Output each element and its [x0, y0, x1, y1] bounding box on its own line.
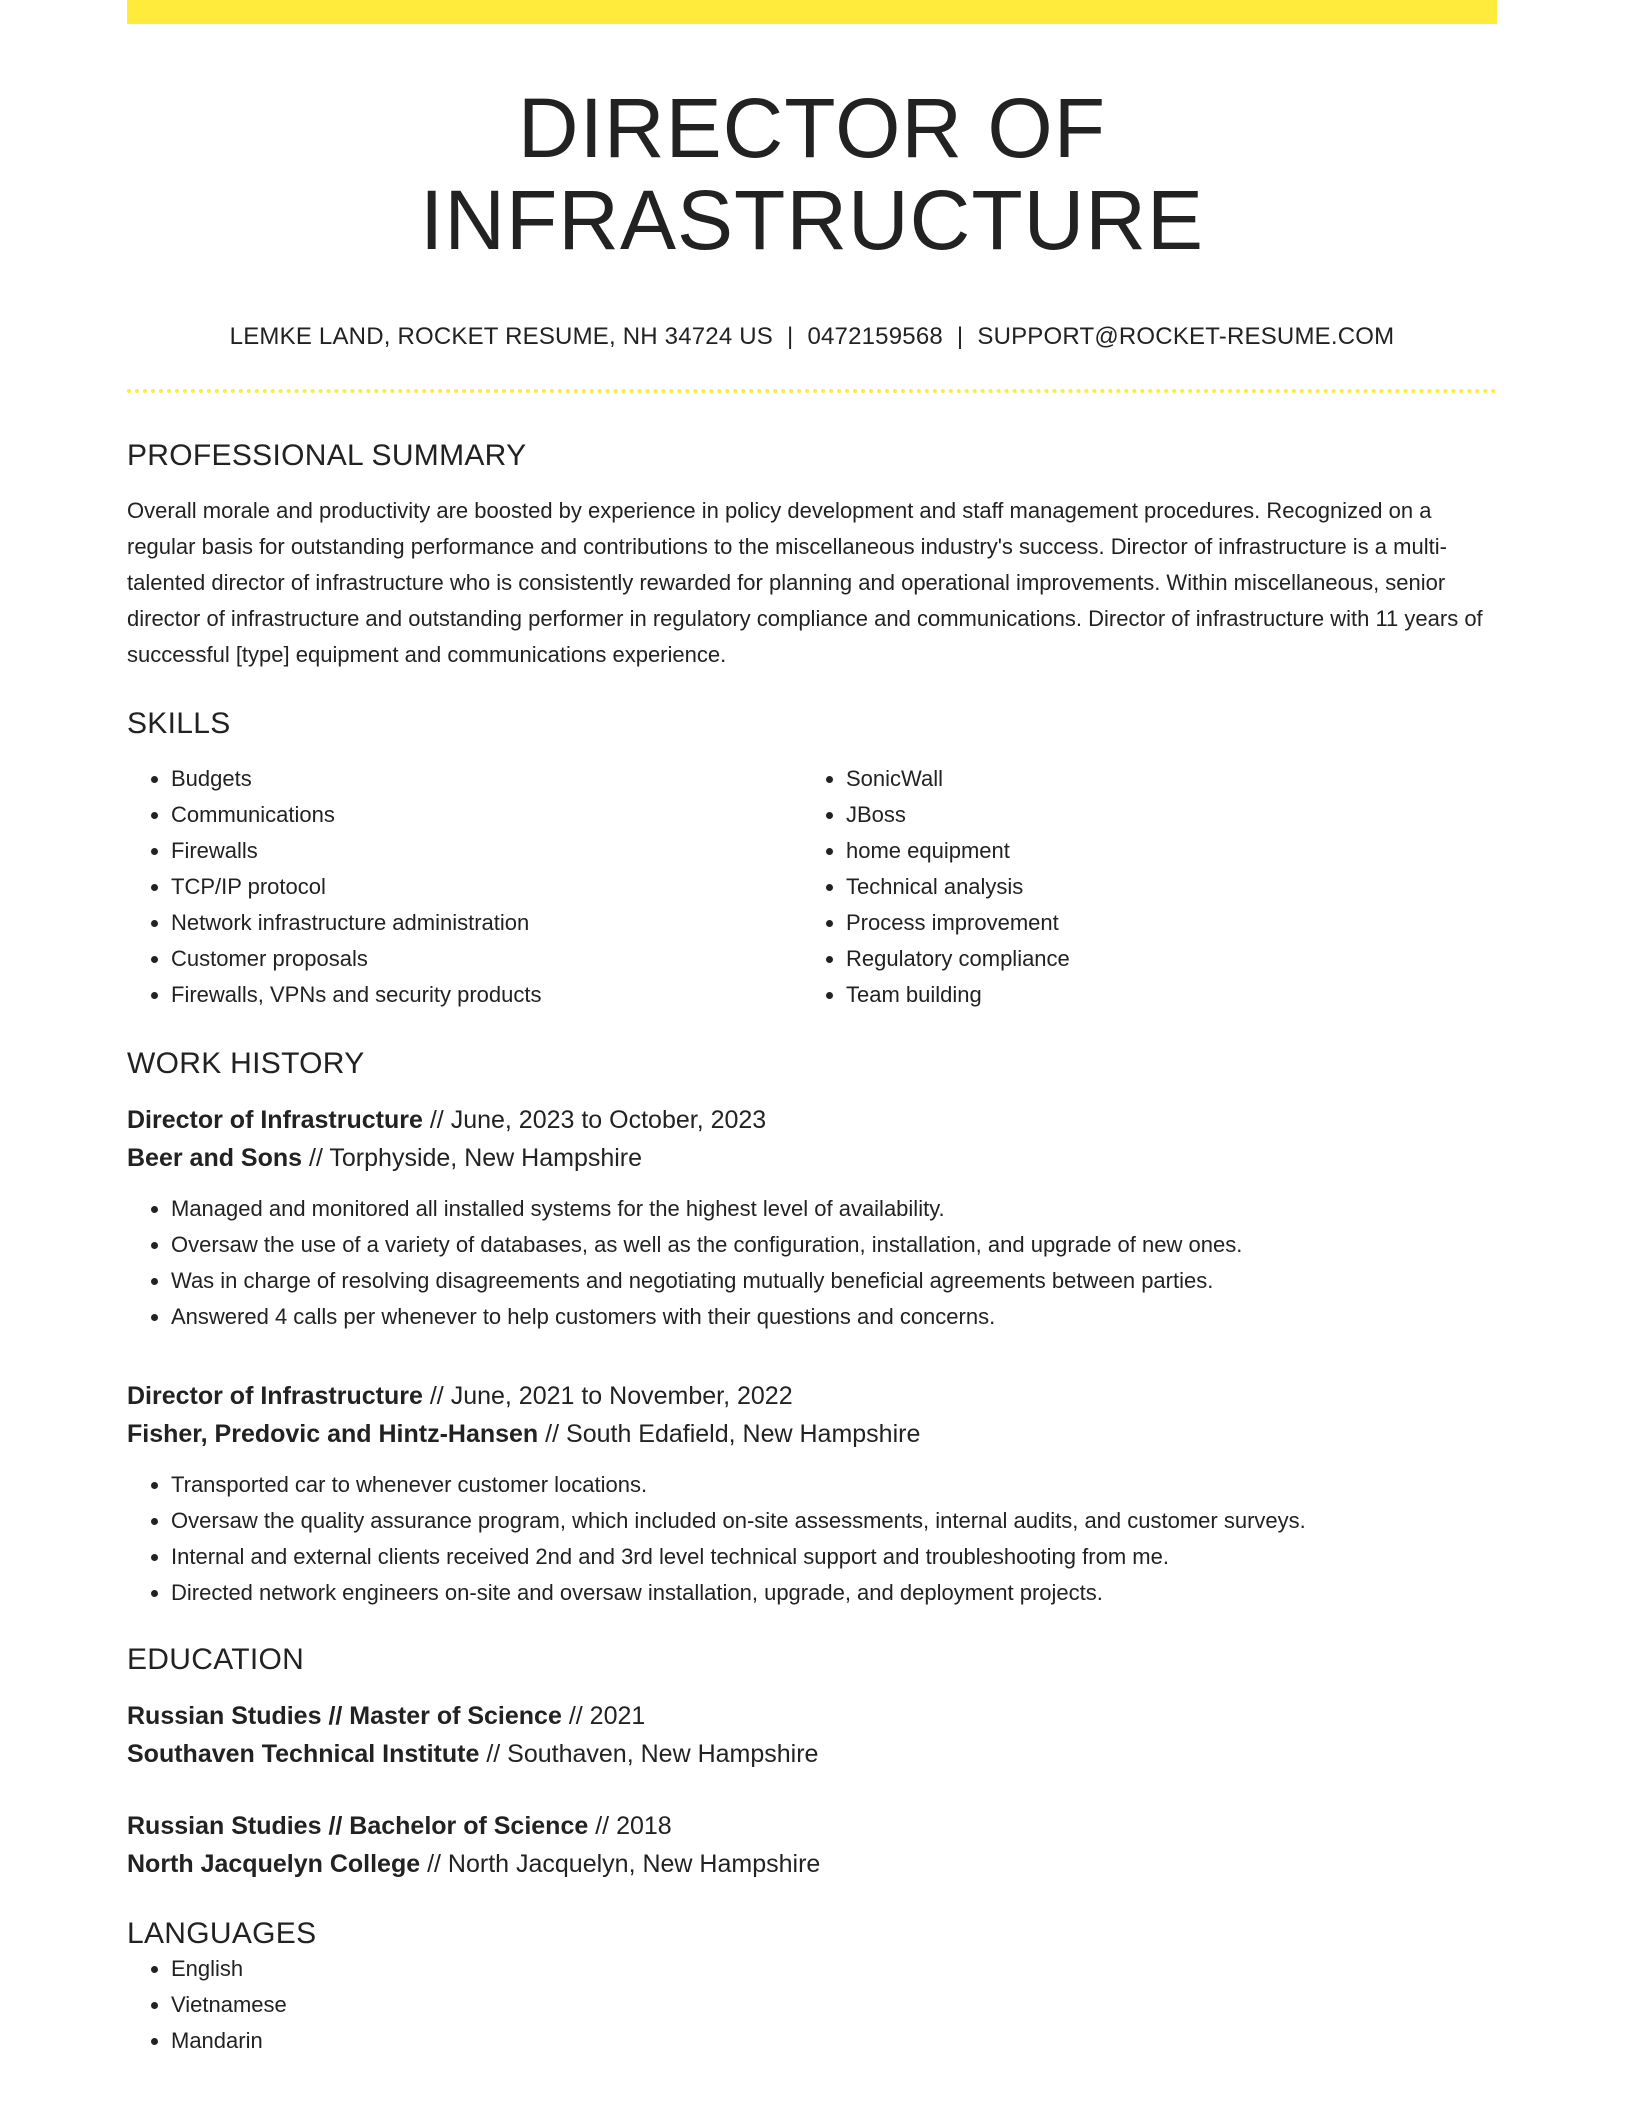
job-company: Fisher, Predovic and Hintz-Hansen	[127, 1419, 539, 1448]
separator: //	[561, 1701, 590, 1730]
job-company-line	[127, 1139, 1497, 1177]
skills-list-left	[127, 761, 802, 1013]
job-duty: • Internal and external clients received 2nd and 3rd level technical support and troubleshooting from me.	[171, 1539, 1497, 1575]
contact-separator: |	[787, 322, 794, 350]
separator: //	[420, 1849, 448, 1878]
job-duty: • Directed network engineers on-site and oversaw installation, upgrade, and deployment projects.	[171, 1575, 1497, 1611]
job-role: Director of Infrastructure	[127, 1381, 423, 1410]
job-location: South Edafield, New Hampshire	[566, 1419, 921, 1448]
job-duty: • Transported car to whenever customer locations.	[171, 1467, 1497, 1503]
top-accent-bar	[127, 0, 1497, 24]
skill-item: • Customer proposals	[171, 941, 802, 977]
job-entry	[127, 1101, 1497, 1335]
contact-email: SUPPORT@ROCKET-RESUME.COM	[977, 322, 1395, 350]
graduation-year: 2021	[589, 1701, 646, 1730]
job-duty: • Answered 4 calls per whenever to help customers with their questions and concerns.	[171, 1299, 1497, 1335]
work-history-heading: WORK HISTORY	[127, 1046, 365, 1080]
job-location: Torphyside, New Hampshire	[329, 1143, 643, 1172]
job-duty: • Was in charge of resolving disagreements and negotiating mutually beneficial agreements between parties.	[171, 1263, 1497, 1299]
skill-item: • Network infrastructure administration	[171, 905, 802, 941]
school-location: North Jacquelyn, New Hampshire	[447, 1849, 821, 1878]
summary-text: Overall morale and productivity are boosted by experience in policy development and staff management procedures. Recognized on a regular basis for outstanding performance and contributions to the miscellaneous industry's success. Director of infrastructure is a multi-talented director of infrastructure who is consistently rewarded for planning and operational improvements. Within miscellaneous, senior director of infrastructure and outstanding performer in regulatory compliance and communications. Director of infrastructure with 11 years of successful [type] equipment and communications experience.	[127, 497, 1483, 667]
skill-item: • Team building	[846, 977, 1477, 1013]
graduation-year: 2018	[616, 1811, 672, 1840]
language-item: • Vietnamese	[171, 1987, 1497, 2023]
dotted-divider	[127, 389, 1497, 393]
separator: //	[538, 1419, 567, 1448]
education-entry	[127, 1807, 1497, 1883]
skill-item: • Regulatory compliance	[846, 941, 1477, 977]
job-dates: June, 2023 to October, 2023	[450, 1105, 767, 1134]
skills-list-right	[802, 761, 1477, 1013]
job-dates: June, 2021 to November, 2022	[450, 1381, 793, 1410]
skills-column-right	[802, 761, 1477, 1013]
contact-separator: |	[956, 322, 964, 350]
skill-item: • Firewalls	[171, 833, 802, 869]
skill-item: • SonicWall	[846, 761, 1477, 797]
school-line	[127, 1735, 1497, 1773]
skill-item: • Budgets	[171, 761, 802, 797]
degree-line	[127, 1697, 1497, 1735]
degree: Russian Studies // Bachelor of Science	[127, 1811, 589, 1840]
languages-heading: LANGUAGES	[127, 1916, 317, 1950]
skill-item: • Communications	[171, 797, 802, 833]
summary-heading: PROFESSIONAL SUMMARY	[127, 438, 527, 472]
job-duties	[127, 1467, 1497, 1611]
contact-address: LEMKE LAND, ROCKET RESUME, NH 34724 US	[229, 322, 773, 350]
skill-item: • Firewalls, VPNs and security products	[171, 977, 802, 1013]
education-heading: EDUCATION	[127, 1642, 305, 1676]
languages-list	[127, 1951, 1497, 2059]
separator: //	[588, 1811, 617, 1840]
school-name: North Jacquelyn College	[127, 1849, 421, 1878]
separator: //	[479, 1739, 508, 1768]
contact-line	[127, 323, 1497, 351]
degree: Russian Studies // Master of Science	[127, 1701, 562, 1730]
job-title-line	[127, 1377, 1497, 1415]
skill-item: • TCP/IP protocol	[171, 869, 802, 905]
skill-item: • Technical analysis	[846, 869, 1477, 905]
school-line	[127, 1845, 1497, 1883]
job-entry	[127, 1377, 1497, 1611]
resume-page	[127, 0, 1497, 2059]
job-role: Director of Infrastructure	[127, 1105, 423, 1134]
job-company-line	[127, 1415, 1497, 1453]
contact-phone: 0472159568	[807, 322, 943, 350]
job-duty: • Oversaw the use of a variety of databases, as well as the configuration, installation, and upgrade of new ones.	[171, 1227, 1497, 1263]
skill-item: • JBoss	[846, 797, 1477, 833]
language-item: • English	[171, 1951, 1497, 1987]
skills-heading: SKILLS	[127, 706, 231, 740]
job-title-line	[127, 1101, 1497, 1139]
education-entry	[127, 1697, 1497, 1773]
school-location: Southaven, New Hampshire	[507, 1739, 819, 1768]
separator: //	[302, 1143, 330, 1172]
skill-item: • Process improvement	[846, 905, 1477, 941]
skills-column-left	[127, 761, 802, 1013]
job-duty: • Managed and monitored all installed systems for the highest level of availability.	[171, 1191, 1497, 1227]
degree-line	[127, 1807, 1497, 1845]
job-duty: • Oversaw the quality assurance program, which included on-site assessments, internal audits, and customer surveys.	[171, 1503, 1497, 1539]
resume-title: DIRECTOR OF INFRASTRUCTURE	[420, 81, 1204, 268]
skills-grid	[127, 761, 1497, 1013]
school-name: Southaven Technical Institute	[127, 1739, 480, 1768]
separator: //	[422, 1381, 451, 1410]
job-company: Beer and Sons	[127, 1143, 303, 1172]
skill-item: • home equipment	[846, 833, 1477, 869]
job-duties	[127, 1191, 1497, 1335]
language-item: • Mandarin	[171, 2023, 1497, 2059]
separator: //	[422, 1105, 451, 1134]
